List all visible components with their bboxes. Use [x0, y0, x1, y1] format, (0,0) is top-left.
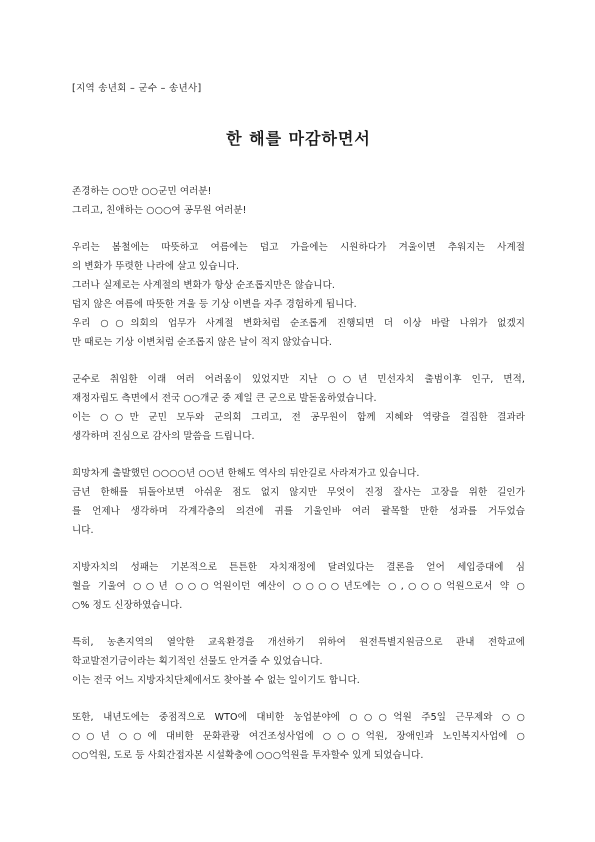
text-line: 재정자립도 측면에서 전국 ○○개군 중 제일 큰 군으로 발돋움하였습니다. — [72, 393, 377, 404]
document-page — [72, 82, 525, 783]
document-title: 한 해를 마감하면서 — [226, 129, 371, 148]
text-line: 금년 한해를 뒤돌아보면 아쉬운 점도 없지 않지만 무엇이 진정 잘사는 고장을 위한 길인가 — [72, 487, 525, 498]
greeting-paragraph — [72, 182, 525, 220]
text-line: ○○년 ○○에 대비한 문화관광 여건조성사업에 ○○○억원, 장애인과 노인복지사업에 ○ — [72, 731, 525, 742]
body-paragraph — [72, 558, 525, 615]
text-line: 우리 ○○의회의 업무가 사계절 변화처럼 순조롭게 진행되면 더 이상 바랄 나위가 없겠지 — [72, 318, 525, 329]
text-line: 의 변화가 뚜렷한 나라에 살고 있습니다. — [72, 261, 240, 272]
body-paragraph — [72, 370, 525, 446]
text-line: 학교발전기금이라는 획기적인 선물도 안겨줄 수 있었습니다. — [72, 656, 323, 667]
text-line: 또한, 내년도에는 중점적으로 WTO에 대비한 농업분야에 ○○○억원 주5일 근무제와 ○○ — [72, 712, 525, 723]
body-paragraph — [72, 464, 525, 540]
text-line: 희망차게 출발했던 ○○○○년 ○○년 한해도 역사의 뒤안길로 사라져가고 있습니다. — [72, 468, 420, 479]
body-paragraph — [72, 633, 525, 690]
document-tag: [지역 송년회 – 군수 – 송년사] — [72, 83, 202, 94]
text-line: 생각하며 진심으로 감사의 말씀을 드립니다. — [72, 431, 255, 442]
text-line: ○○억원, 도로 등 사회간접자본 시설확충에 ○○○억원을 투자할수 있게 되었습니다. — [72, 750, 424, 761]
greeting-line: 그리고, 친애하는 ○○○여 공무원 여러분! — [72, 205, 247, 216]
greeting-line: 존경하는 ○○만 ○○군민 여러분! — [72, 186, 212, 197]
text-line: 우리는 봄철에는 따뜻하고 여름에는 덥고 가을에는 시원하다가 겨울이면 추워지는 사계절 — [72, 242, 525, 253]
body-paragraph — [72, 708, 525, 765]
text-line: ○% 정도 신장하였습니다. — [72, 600, 183, 611]
text-line: 그러나 실제로는 사계절의 변화가 항상 순조롭지만은 않습니다. — [72, 280, 336, 291]
text-line: 특히, 농촌지역의 열악한 교육환경을 개선하기 위하여 원전특별지원금으로 관내 전학교에 — [72, 637, 525, 648]
text-line: 덥지 않은 여름에 따뜻한 겨울 등 기상 이변을 자주 경험하게 됩니다. — [72, 299, 357, 310]
text-line: 니다. — [72, 525, 94, 536]
text-line: 를 언제나 생각하며 각계각층의 의견에 귀를 기울인바 여러 괄목할 만한 성과를 거두었습 — [72, 506, 525, 517]
text-line: 군수로 취임한 이래 여러 어려움이 있었지만 지난 ○○년 민선자치 출범이후 인구, 면적, — [72, 374, 525, 385]
text-line: 이는 ○○만 군민 모두와 군의회 그리고, 전 공무원이 함께 지혜와 역량을 결집한 결과라 — [72, 412, 525, 423]
text-line: 혈을 기울여 ○○년 ○○○억원이던 예산이 ○○○○년도에는 ○,○○○억원으로서 약 ○ — [72, 581, 525, 592]
body-paragraph — [72, 238, 525, 352]
text-line: 만 때로는 기상 이변처럼 순조롭지 않은 날이 적지 않았습니다. — [72, 337, 333, 348]
text-line: 지방자치의 성패는 기본적으로 튼튼한 자치재정에 달려있다는 결론을 얻어 세입증대에 심 — [72, 562, 525, 573]
text-line: 이는 전국 어느 지방자치단체에서도 찾아볼 수 없는 일이기도 합니다. — [72, 675, 360, 686]
